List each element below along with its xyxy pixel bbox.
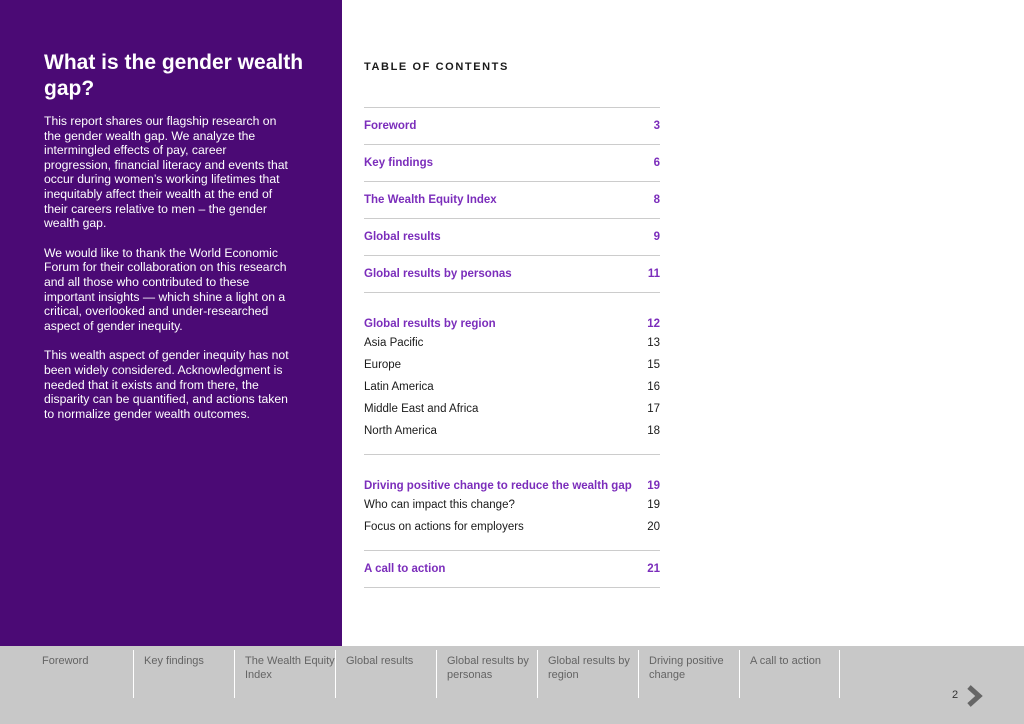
toc-subentry-page: 13 xyxy=(647,337,660,349)
toc-subentry-page: 20 xyxy=(647,521,660,533)
footer-nav xyxy=(32,650,840,698)
toc-entry-page: 6 xyxy=(653,157,660,169)
toc-divider xyxy=(364,587,660,588)
chevron-right-icon[interactable] xyxy=(964,684,984,708)
toc-entry-label: Foreword xyxy=(364,120,417,132)
footer-nav-item[interactable]: Global results by personas xyxy=(436,650,537,698)
toc-subentry-label: North America xyxy=(364,425,437,437)
toc-entry-label: The Wealth Equity Index xyxy=(364,194,497,206)
toc-entry-page: 9 xyxy=(653,231,660,243)
toc-subentry-label: Asia Pacific xyxy=(364,337,424,349)
toc-entry[interactable] xyxy=(364,550,660,587)
footer-nav-item[interactable]: A call to action xyxy=(739,650,840,698)
toc-subentry[interactable] xyxy=(364,332,660,354)
toc-subentry-page: 18 xyxy=(647,425,660,437)
toc-entry[interactable] xyxy=(364,144,660,181)
footer-nav-item[interactable]: Key findings xyxy=(133,650,234,698)
intro-panel xyxy=(0,0,342,646)
toc-subentry-label: Middle East and Africa xyxy=(364,403,479,415)
toc-heading: TABLE OF CONTENTS xyxy=(364,61,509,73)
toc-entry-page: 11 xyxy=(647,268,660,280)
footer-nav-item[interactable]: Driving positive change xyxy=(638,650,739,698)
footer-nav-item[interactable]: The Wealth Equity Index xyxy=(234,650,335,698)
toc-subentry-label: Who can impact this change? xyxy=(364,499,515,511)
toc-entry[interactable] xyxy=(364,218,660,255)
toc-entry[interactable] xyxy=(364,454,660,494)
footer-nav-item[interactable]: Global results by region xyxy=(537,650,638,698)
toc-entry-label: Global results xyxy=(364,231,441,243)
toc-entry-page: 8 xyxy=(653,194,660,206)
toc-entry[interactable] xyxy=(364,255,660,292)
toc-entry[interactable] xyxy=(364,107,660,144)
toc-entry-page: 12 xyxy=(647,318,660,330)
intro-paragraph: We would like to thank the World Economic Forum for their collaboration on this research and all those who contributed to these important insights — which shine a light on a critical, overlooked and under-researched aspect of gender inequity. xyxy=(44,245,287,333)
toc-subentry[interactable] xyxy=(364,494,660,516)
toc-subentry-page: 16 xyxy=(647,381,660,393)
intro-paragraph: This wealth aspect of gender inequity has not been widely considered. Acknowledgment is needed that it exists and from there, the disparity can be quantified, and actions taken to normalize gender wealth outcomes. xyxy=(44,348,289,421)
toc-entry-page: 3 xyxy=(653,120,660,132)
toc-entry[interactable] xyxy=(364,181,660,218)
footer-nav-item[interactable]: Foreword xyxy=(42,655,89,667)
toc-subentry[interactable] xyxy=(364,420,660,442)
toc-subentry-page: 19 xyxy=(647,499,660,511)
intro-paragraph: This report shares our flagship research on the gender wealth gap. We analyze the intermingled effects of pay, career progression, financial literacy and events that occur during women’s working lifetimes that inequitably affect their wealth at the end of their careers relative to men – the gender wealth gap. xyxy=(44,114,288,231)
toc-subentry[interactable] xyxy=(364,354,660,376)
intro-text xyxy=(44,114,289,436)
toc-entry-label: A call to action xyxy=(364,563,446,575)
page-number: 2 xyxy=(952,689,959,701)
toc-entry-label: Key findings xyxy=(364,157,434,169)
toc-subentry[interactable] xyxy=(364,398,660,420)
footer-bar xyxy=(0,646,1024,724)
toc-subentry-page: 17 xyxy=(647,403,660,415)
toc-entry[interactable] xyxy=(364,292,660,332)
toc-entry-label: Driving positive change to reduce the wealth gap xyxy=(364,480,632,492)
toc-subentry-page: 15 xyxy=(647,359,660,371)
toc-spacer xyxy=(364,442,660,454)
toc-entry-label: Global results by personas xyxy=(364,268,512,280)
table-of-contents xyxy=(364,107,660,588)
toc-entry-page: 19 xyxy=(647,480,660,492)
toc-entry-page: 21 xyxy=(647,563,660,575)
toc-subentry-label: Latin America xyxy=(364,381,434,393)
toc-subentry[interactable] xyxy=(364,516,660,538)
footer-nav-item[interactable]: Global results xyxy=(335,650,436,698)
page-title: What is the gender wealth gap? xyxy=(44,51,304,100)
toc-subentry[interactable] xyxy=(364,376,660,398)
toc-subentry-label: Focus on actions for employers xyxy=(364,521,524,533)
toc-spacer xyxy=(364,538,660,550)
toc-subentry-label: Europe xyxy=(364,359,402,371)
toc-entry-label: Global results by region xyxy=(364,318,496,330)
